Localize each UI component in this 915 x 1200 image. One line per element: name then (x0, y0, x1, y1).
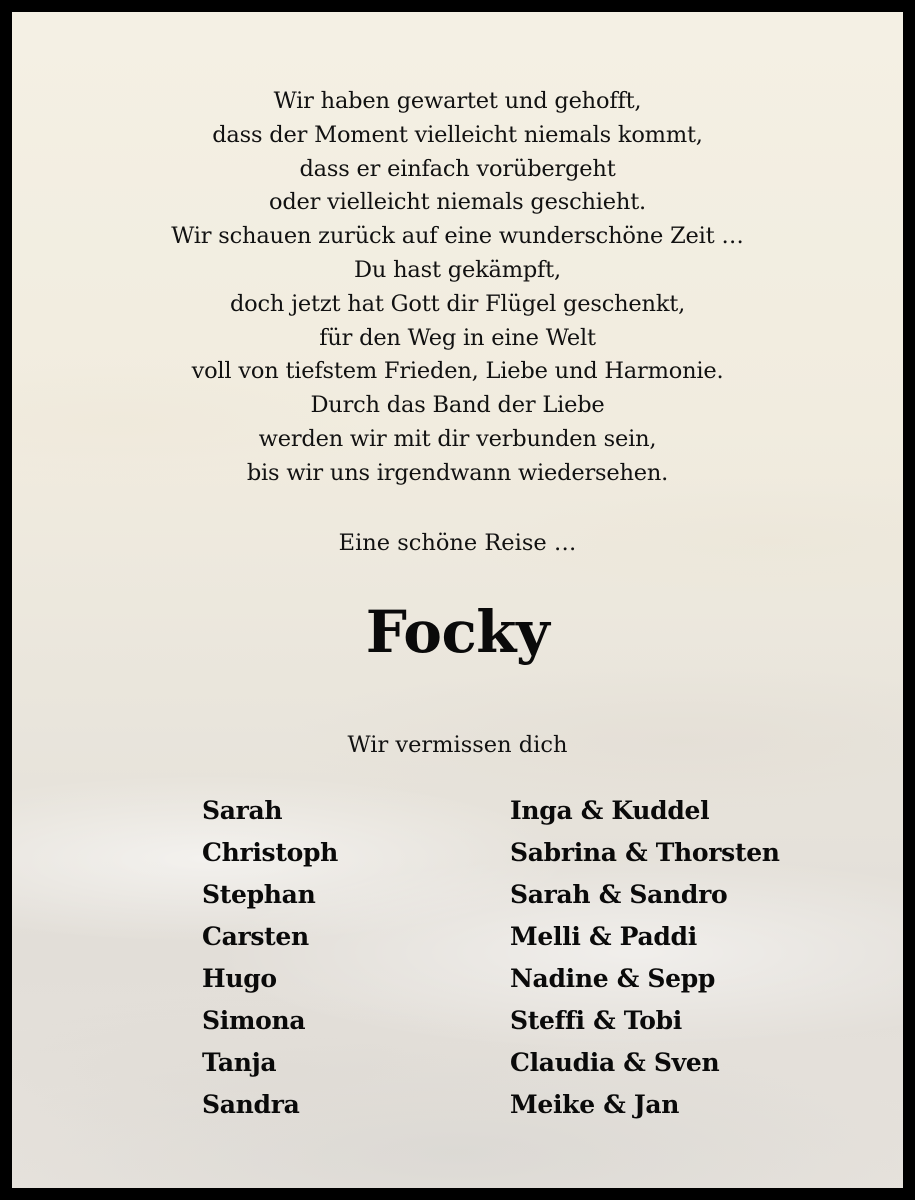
poem-line: werden wir mit dir verbunden sein, (258, 425, 657, 452)
signers-right-column (510, 790, 780, 1126)
signer-name: Hugo (202, 964, 277, 993)
poem-line: dass der Moment vielleicht niemals kommt, (212, 121, 703, 148)
poem-line: für den Weg in eine Welt (319, 324, 596, 351)
signer-name: Simona (202, 1006, 306, 1035)
signer-name: Sabrina & Thorsten (510, 838, 780, 867)
poem-line: bis wir uns irgendwann wiedersehen. (246, 459, 669, 486)
signer-name: Tanja (202, 1048, 277, 1077)
signer-name: Carsten (202, 922, 309, 951)
signer-name: Sandra (202, 1090, 300, 1119)
poem-line: Wir schauen zurück auf eine wunderschöne Zeit … (171, 223, 744, 250)
poem-line: Durch das Band der Liebe (310, 392, 605, 419)
deceased-name: Focky (365, 598, 550, 666)
farewell-text: Eine schöne Reise … (338, 530, 577, 556)
signer-name: Steffi & Tobi (510, 1006, 682, 1035)
poem-line: doch jetzt hat Gott dir Flügel geschenkt, (229, 290, 686, 317)
poem-line: voll von tiefstem Frieden, Liebe und Harmonie. (191, 358, 724, 385)
signer-name: Meike & Jan (510, 1090, 680, 1119)
poem-line: Wir haben gewartet und gehofft, (273, 88, 642, 114)
closing-text: Wir vermissen dich (347, 732, 568, 758)
signer-name: Inga & Kuddel (510, 796, 710, 825)
poem (12, 85, 903, 491)
poem-line: oder vielleicht niemals geschieht. (269, 189, 646, 216)
poem-line: dass er einfach vorübergeht (299, 155, 616, 182)
signer-name: Claudia & Sven (510, 1048, 720, 1077)
signer-name: Nadine & Sepp (510, 964, 716, 993)
signer-name: Sarah & Sandro (510, 880, 728, 909)
signer-name: Melli & Paddi (510, 922, 697, 951)
signer-name: Christoph (202, 838, 338, 867)
poem-line: Du hast gekämpft, (354, 256, 561, 283)
signer-name: Sarah (202, 796, 283, 825)
signers-left-column (202, 790, 338, 1126)
signer-name: Stephan (202, 880, 316, 909)
